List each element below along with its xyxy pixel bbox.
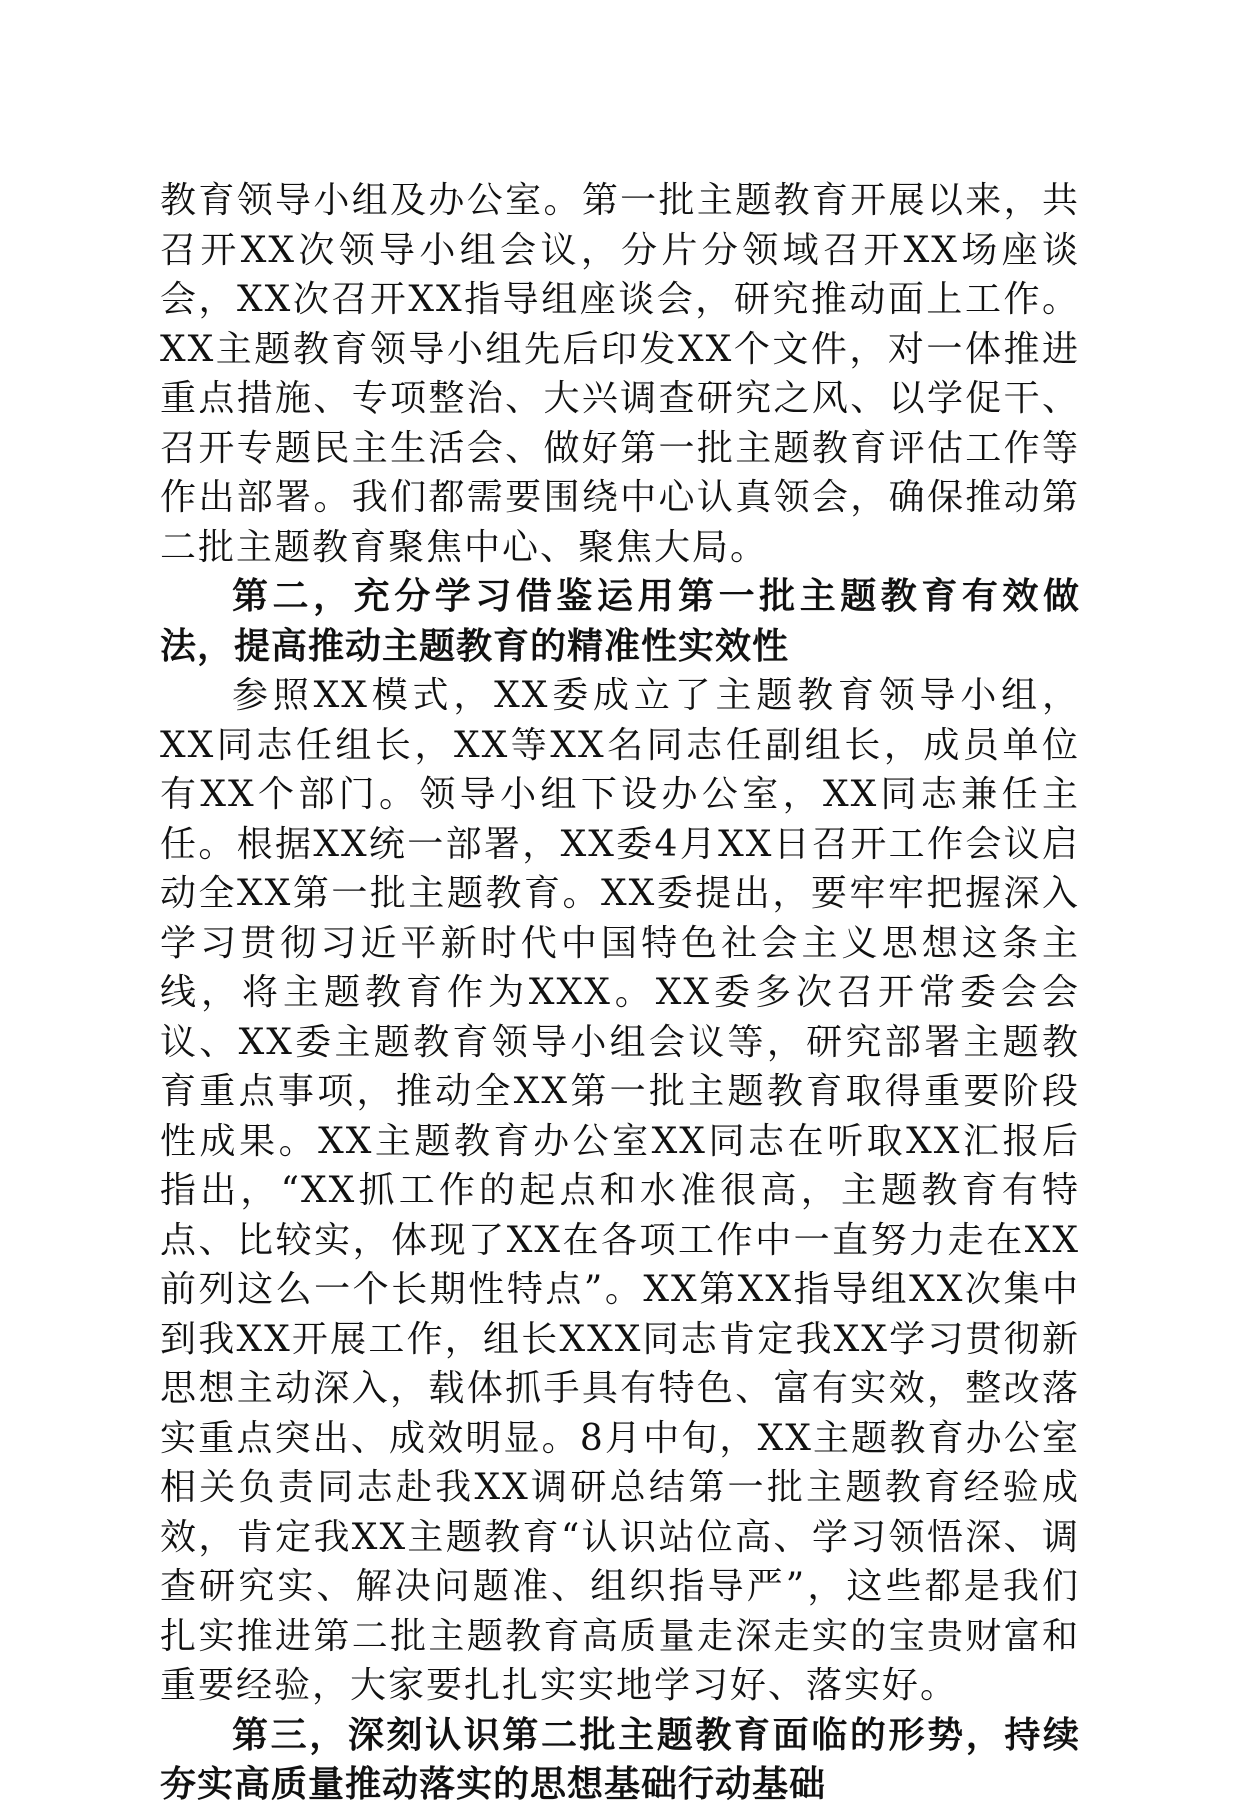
document-body <box>160 176 1080 1810</box>
section-heading-second: 第二，充分学习借鉴运用第一批主题教育有效做法，提高推动主题教育的精准性实效性 <box>160 576 1080 667</box>
body-paragraph: 参照XX模式，XX委成立了主题教育领导小组，XX同志任组长，XX等XX名同志任副组长，成员单位有XX个部门。领导小组下设办公室，XX同志兼任主任。根据XX统一部署，XX委4月XX日召开工作会议启动全XX第一批主题教育。XX委提出，要牢牢把握深入学习贯彻习近平新时代中国特色社会主义思想这条主线，将主题教育作为XXX。XX委多次召开常委会会议、XX委主题教育领导小组会议等，研究部署主题教育重点事项，推动全XX第一批主题教育取得重要阶段性成果。XX主题教育办公室XX同志在听取XX汇报后指出，“XX抓工作的起点和水准很高，主题教育有特点、比较实，体现了XX在各项工作中一直努力走在XX前列这么一个长期性特点”。XX第XX指导组XX次集中到我XX开展工作，组长XXX同志肯定我XX学习贯彻新思想主动深入，载体抓手具有特色、富有实效，整改落实重点突出、成效明显。8月中旬，XX主题教育办公室相关负责同志赴我XX调研总结第一批主题教育经验成效，肯定我XX主题教育“认识站位高、学习领悟深、调查研究实、解决问题准、组织指导严”，这些都是我们扎实推进第二批主题教育高质量走深走实的宝贵财富和重要经验，大家要扎扎实实地学习好、落实好。 <box>160 675 1080 1706</box>
body-paragraph-continued: 教育领导小组及办公室。第一批主题教育开展以来，共召开XX次领导小组会议，分片分领域召开XX场座谈会，XX次召开XX指导组座谈会，研究推动面上工作。XX主题教育领导小组先后印发XX个文件，对一体推进重点措施、专项整治、大兴调查研究之风、以学促干、召开专题民主生活会、做好第一批主题教育评估工作等作出部署。我们都需要围绕中心认真领会，确保推动第二批主题教育聚焦中心、聚焦大局。 <box>160 180 1080 568</box>
section-heading-third: 第三，深刻认识第二批主题教育面临的形势，持续夯实高质量推动落实的思想基础行动基础 <box>160 1714 1080 1805</box>
